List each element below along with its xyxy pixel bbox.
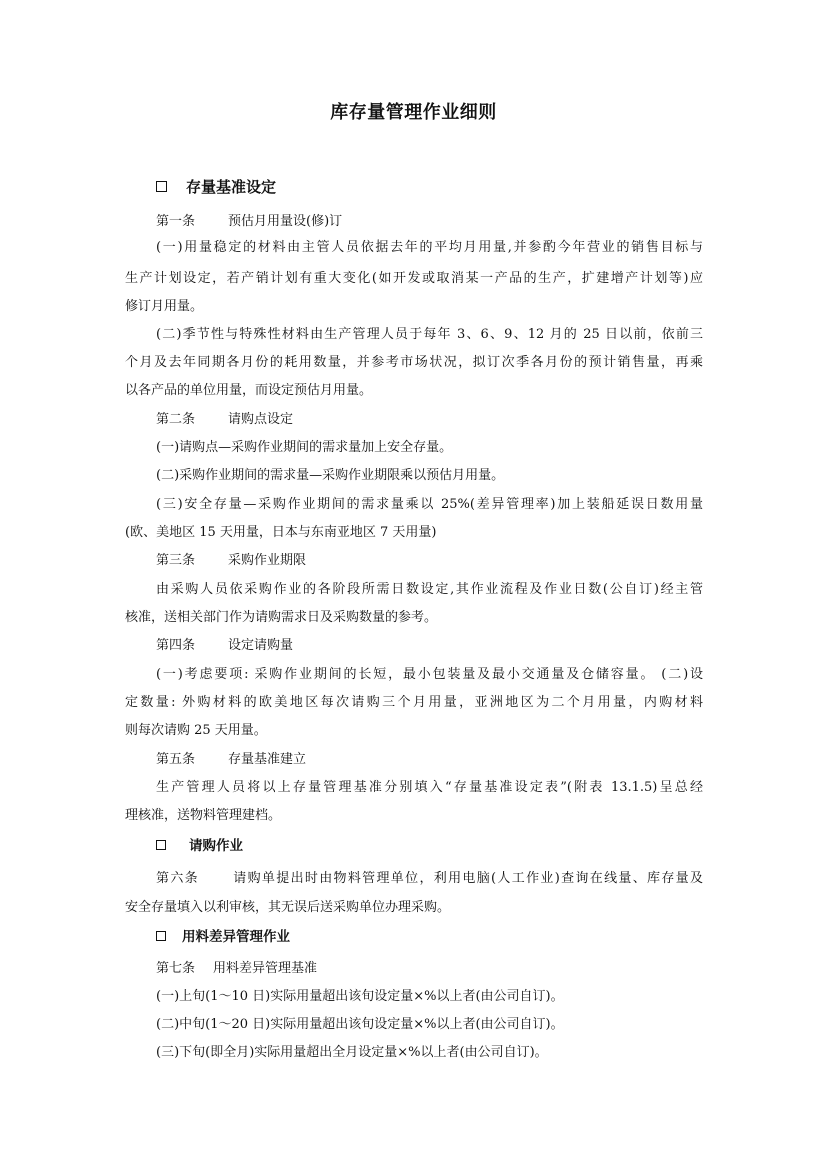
article-heading <box>156 407 293 433</box>
paragraph-line: (二)季节性与特殊性材料由生产管理人员于每年 3、6、9、12 月的 25 日以前，依前三 <box>156 327 703 342</box>
section-heading-label: 用料差异管理作业 <box>182 929 290 945</box>
article-number: 第六条 <box>156 871 199 886</box>
section-heading-requisition <box>156 834 243 858</box>
article-name: 用料差异管理基准 <box>213 961 318 976</box>
paragraph-line: 生产计划设定，若产销计划有重大变化(如开发或取消某一产品的生产，扩建增产计划等)应 <box>125 271 703 286</box>
section-heading-usage-variance <box>156 925 290 949</box>
paragraph-line: 修订月用量。 <box>125 299 204 314</box>
paragraph-line: (二)采购作业期间的需求量—采购作业期限乘以预估月用量。 <box>156 468 505 483</box>
paragraph-line: (三)安全存量—采购作业期间的需求量乘以 25%(差异管理率)加上装船延误日数用量 <box>156 497 703 512</box>
paragraph-line: (一)请购点—采购作业期间的需求量加上安全存量。 <box>156 440 453 455</box>
paragraph-line: (一)用量稳定的材料由主管人员依据去年的平均月用量,并参酌今年营业的销售目标与 <box>156 240 703 255</box>
paragraph-line: 核准，送相关部门作为请购需求日及采购数量的参考。 <box>125 610 438 625</box>
paragraph-line: (二)中旬(1～20 日)实际用量超出该旬设定量×%以上者(由公司自订)。 <box>156 1017 564 1032</box>
article-text: 请购单提出时由物料管理单位，利用电脑(人工作业)查询在线量、库存量及 <box>231 871 703 886</box>
section-heading-label: 请购作业 <box>189 838 243 854</box>
article-heading <box>156 548 306 574</box>
article-name: 请购点设定 <box>228 412 294 427</box>
article-number: 第五条 <box>156 752 196 767</box>
document-title: 库存量管理作业细则 <box>330 102 497 123</box>
article-heading <box>156 633 293 659</box>
article-name: 预估月用量设(修)订 <box>228 214 343 229</box>
checkbox-square-icon <box>156 931 166 941</box>
paragraph-line: (三)下旬(即全月)实际用量超出全月设定量×%以上者(由公司自订)。 <box>156 1045 548 1060</box>
article-heading <box>156 209 342 235</box>
article-number: 第四条 <box>156 638 196 653</box>
paragraph-line: 由采购人员依采购作业的各阶段所需日数设定,其作业流程及作业日数(公自订)经主管 <box>156 582 703 597</box>
checkbox-square-icon <box>156 181 167 192</box>
article-number: 第七条 <box>156 961 196 976</box>
paragraph-line: 理核准，送物料管理建档。 <box>125 808 282 823</box>
paragraph-line: (一)考虑要项: 采购作业期间的长短，最小包装量及最小交通量及仓储容量。 (二)设 <box>156 667 703 682</box>
article-number: 第一条 <box>156 214 196 229</box>
paragraph-line: 个月及去年同期各月份的耗用数量，并参考市场状况，拟订次季各月份的预计销售量，再乘 <box>125 355 703 370</box>
paragraph-line: 定数量: 外购材料的欧美地区每次请购三个月用量，亚洲地区为二个月用量，内购材料 <box>125 695 703 710</box>
article-number: 第二条 <box>156 412 196 427</box>
paragraph-line: 生产管理人员将以上存量管理基准分别填入“存量基准设定表”(附表 13.1.5)呈总经 <box>156 780 703 795</box>
section-heading-inventory-baseline <box>156 175 276 199</box>
article-heading <box>156 747 306 773</box>
article-heading-inline <box>156 866 703 892</box>
paragraph-line: 则每次请购 25 天用量。 <box>125 723 267 738</box>
article-name: 存量基准建立 <box>228 752 307 767</box>
article-heading <box>156 956 317 982</box>
checkbox-square-icon <box>156 840 166 850</box>
paragraph-line: (欧、美地区 15 天用量，日本与东南亚地区 7 天用量) <box>125 525 437 540</box>
article-number: 第三条 <box>156 553 196 568</box>
article-name: 采购作业期限 <box>228 553 307 568</box>
paragraph-line: 以各产品的单位用量，而设定预估月用量。 <box>125 383 373 398</box>
paragraph-line: 安全存量填入以利审核，其无误后送采购单位办理采购。 <box>125 900 451 915</box>
article-name: 设定请购量 <box>228 638 294 653</box>
paragraph-line: (一)上旬(1～10 日)实际用量超出该旬设定量×%以上者(由公司自订)。 <box>156 989 564 1004</box>
section-heading-label: 存量基准设定 <box>186 178 277 196</box>
